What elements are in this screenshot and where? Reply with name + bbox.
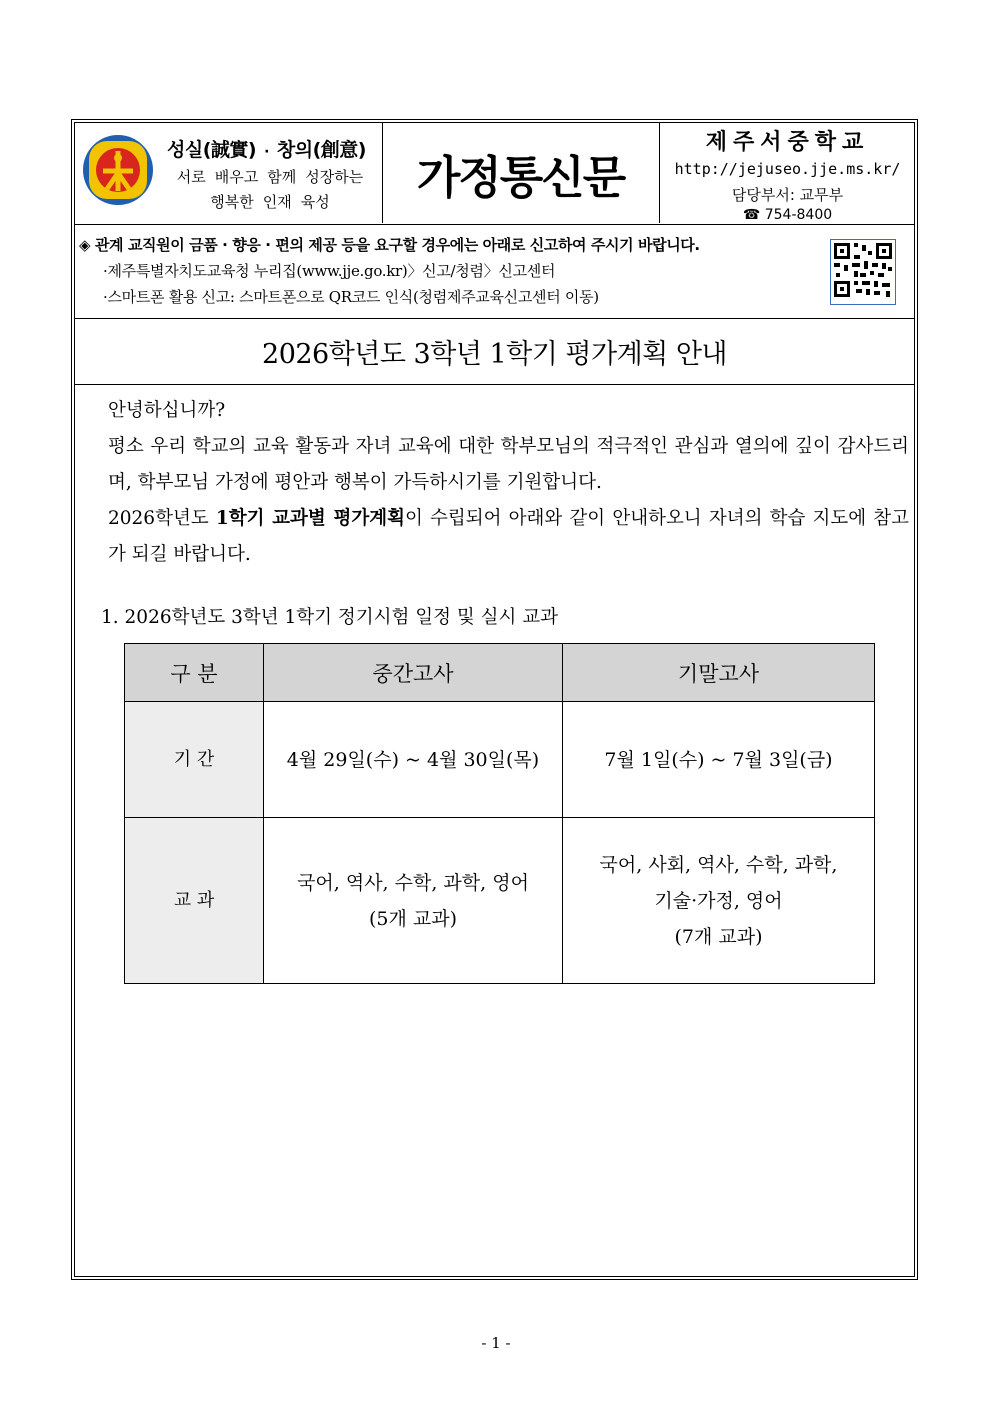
table-header-row (125, 644, 875, 702)
page-number: - 1 - (481, 1334, 511, 1352)
final-subjects-list-1: 국어, 사회, 역사, 수학, 과학, (599, 853, 838, 876)
school-vision (163, 165, 377, 215)
table-row-subjects (125, 818, 875, 984)
motto-sincerity: 성실(誠實) (167, 139, 257, 161)
school-name: 제주서중학교 (705, 130, 870, 155)
newsletter-title: 가정통신문 (416, 150, 625, 204)
row-label-subjects: 교 과 (125, 818, 264, 984)
section-1-heading: 1. 2026학년도 3학년 1학기 정기시험 일정 및 실시 교과 (101, 607, 558, 628)
final-subjects (563, 818, 875, 984)
final-subjects-list-2: 기술·가정, 영어 (654, 889, 783, 912)
midterm-period: 4월 29일(수) ~ 4월 30일(목) (264, 702, 563, 818)
school-info-cell (659, 123, 916, 223)
midterm-subjects (264, 818, 563, 984)
vision-line-1: 서로 배우고 함께 성장하는 (176, 168, 364, 186)
paragraph-2 (101, 501, 909, 573)
motto-separator: · (264, 144, 269, 160)
table-row-period (125, 702, 875, 818)
logo-cell (75, 123, 383, 223)
notice-line-2: ·제주특별자치도교육청 누리집(www.jje.go.kr)〉신고/청렴〉신고센터 (103, 262, 556, 280)
school-logo-icon (81, 133, 155, 207)
notice-line-3: ·스마트폰 활용 신고: 스마트폰으로 QR코드 인식(청렴제주교육신고센터 이동) (103, 288, 599, 306)
final-period: 7월 1일(수) ~ 7월 3일(금) (563, 702, 875, 818)
vision-line-2: 행복한 인재 육성 (210, 193, 330, 211)
header-category: 구 분 (125, 644, 264, 702)
exam-schedule-table (124, 643, 875, 984)
header-midterm: 중간고사 (264, 644, 563, 702)
qr-code-icon (830, 239, 896, 305)
phone-number: ☎ 754-8400 (742, 207, 833, 223)
document-title-box (75, 318, 914, 385)
department: 담당부서: 교무부 (731, 186, 844, 204)
letterhead (75, 123, 914, 225)
midterm-subjects-list: 국어, 역사, 수학, 과학, 영어 (297, 871, 529, 894)
integrity-notice (75, 224, 914, 319)
document-frame (74, 122, 915, 1277)
row-label-period: 기 간 (125, 702, 264, 818)
notice-line-1: ◈ 관계 교직원이 금품 · 향응 · 편의 제공 등을 요구할 경우에는 아래로 신고하여 주시기 바랍니다. (79, 236, 700, 254)
paragraph-2-pre: 2026학년도 (108, 508, 216, 529)
school-motto (167, 135, 366, 162)
header-final: 기말고사 (563, 644, 875, 702)
motto-creativity: 창의(創意) (276, 139, 366, 161)
midterm-subjects-count: (5개 교과) (368, 907, 457, 930)
newsletter-title-cell (382, 123, 660, 223)
paragraph-2-post: 이 수립되어 아래와 같이 안내하오니 자녀의 학습 지도에 참고가 되길 바랍니다. (108, 508, 910, 565)
letter-body (101, 393, 909, 573)
school-url[interactable]: http://jejuseo.jje.ms.kr/ (674, 160, 901, 178)
document-title: 2026학년도 3학년 1학기 평가계획 안내 (262, 338, 727, 370)
final-subjects-count: (7개 교과) (674, 925, 763, 948)
greeting: 안녕하십니까? (108, 400, 226, 421)
paragraph-2-bold: 1학기 교과별 평가계획 (215, 508, 405, 529)
paragraph-1: 평소 우리 학교의 교육 활동과 자녀 교육에 대한 학부모님의 적극적인 관심과 열의에 깊이 감사드리며, 학부모님 가정에 평안과 행복이 가득하시기를 기원합니다. (108, 436, 909, 493)
